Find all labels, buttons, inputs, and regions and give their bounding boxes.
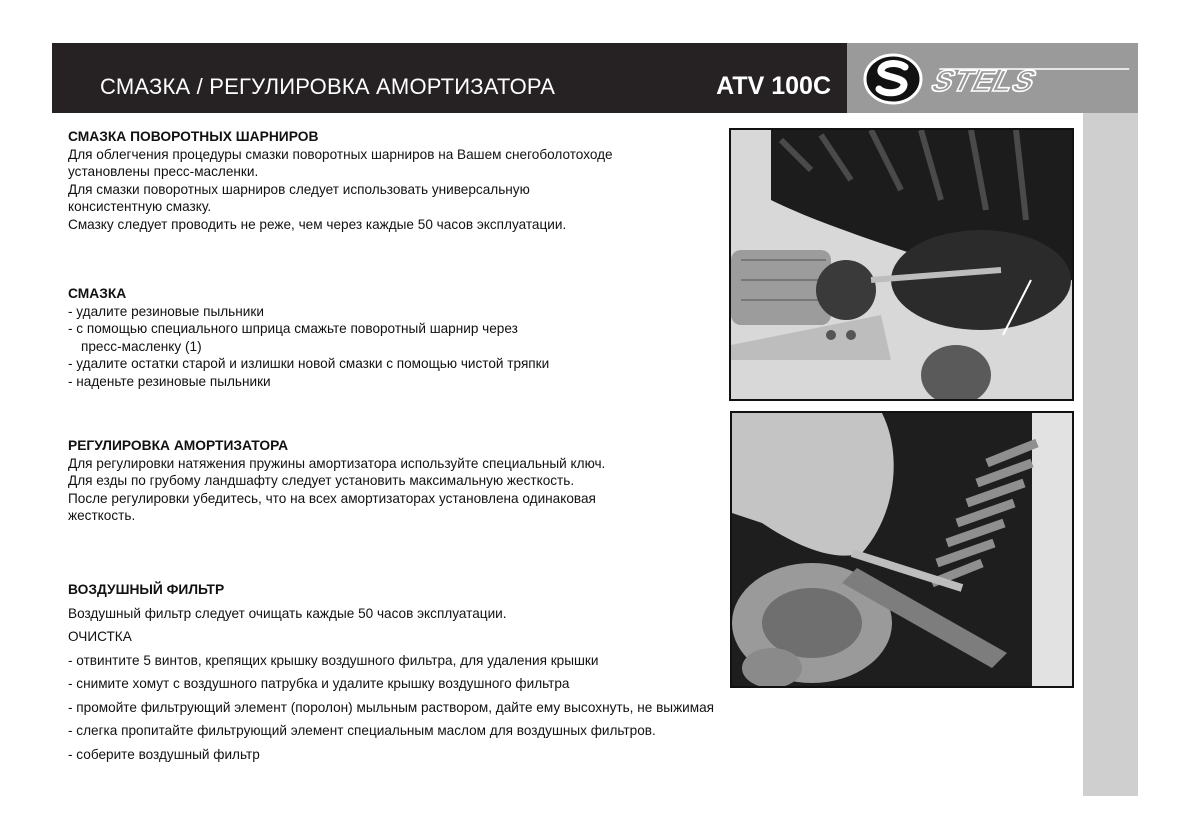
text-line: После регулировки убедитесь, что на всех амортизаторах установлена одинаковая [68,490,596,506]
section-heading: РЕГУЛИРОВКА АМОРТИЗАТОРА [68,438,289,453]
list-item: - удалите резиновые пыльники [68,303,264,319]
list-item: - наденьте резиновые пыльники [68,373,271,389]
section-heading: СМАЗКА [68,286,127,301]
text-line: жесткость. [68,508,136,523]
section-heading: ВОЗДУШНЫЙ ФИЛЬТР [68,582,225,597]
side-strip [1083,113,1138,796]
list-item: - соберите воздушный фильтр [68,746,260,762]
text-line: Воздушный фильтр следует очищать каждые 50 часов эксплуатации. [68,605,507,621]
brand-logo [847,43,1138,113]
list-item: - промойте фильтрующий элемент (поролон) мыльным раствором, дайте ему высохнуть, не выжимая [68,699,715,715]
list-item: - отвинтите 5 винтов, крепящих крышку воздушного фильтра, для удаления крышки [68,652,599,668]
list-item: пресс-масленку (1) [81,338,202,354]
subheading: ОЧИСТКА [68,629,132,644]
list-item: - удалите остатки старой и излишки новой смазки с помощью чистой тряпки [68,356,550,371]
section-shock-adjustment [68,437,838,525]
shock-absorber-photo-icon [732,413,1072,686]
photo-shock-adjustment [730,411,1074,688]
text-line: Для смазки поворотных шарниров следует использовать универсальную [68,181,530,197]
list-item: - снимите хомут с воздушного патрубка и удалите крышку воздушного фильтра [68,676,570,691]
grease-gun-photo-icon [731,130,1072,399]
section-lubrication [68,285,838,390]
section-hinge-lubrication [68,128,838,233]
page-header [52,43,847,113]
text-line: консистентную смазку. [68,199,212,214]
section-air-filter [68,581,838,769]
stels-logo-icon [847,43,1138,113]
photo-grease-fitting [729,128,1074,401]
model-name: ATV 100C [716,72,831,100]
list-item: - слегка пропитайте фильтрующий элемент специальным маслом для воздушных фильтров. [68,723,656,738]
list-item: - с помощью специального шприца смажьте поворотный шарнир через [68,321,518,336]
text-line: Для облегчения процедуры смазки поворотных шарниров на Вашем снегоболотоходе [68,146,613,162]
text-line: Для езды по грубому ландшафту следует установить максимальную жесткость. [68,473,575,488]
page-title: СМАЗКА / РЕГУЛИРОВКА АМОРТИЗАТОРА [100,74,556,99]
svg-text:STELS: STELS [925,63,1044,98]
text-line: Смазку следует проводить не реже, чем через каждые 50 часов эксплуатации. [68,216,567,232]
text-line: установлены пресс-масленки. [68,164,259,179]
text-line: Для регулировки натяжения пружины амортизатора используйте специальный ключ. [68,455,606,471]
section-heading: СМАЗКА ПОВОРОТНЫХ ШАРНИРОВ [68,129,319,144]
